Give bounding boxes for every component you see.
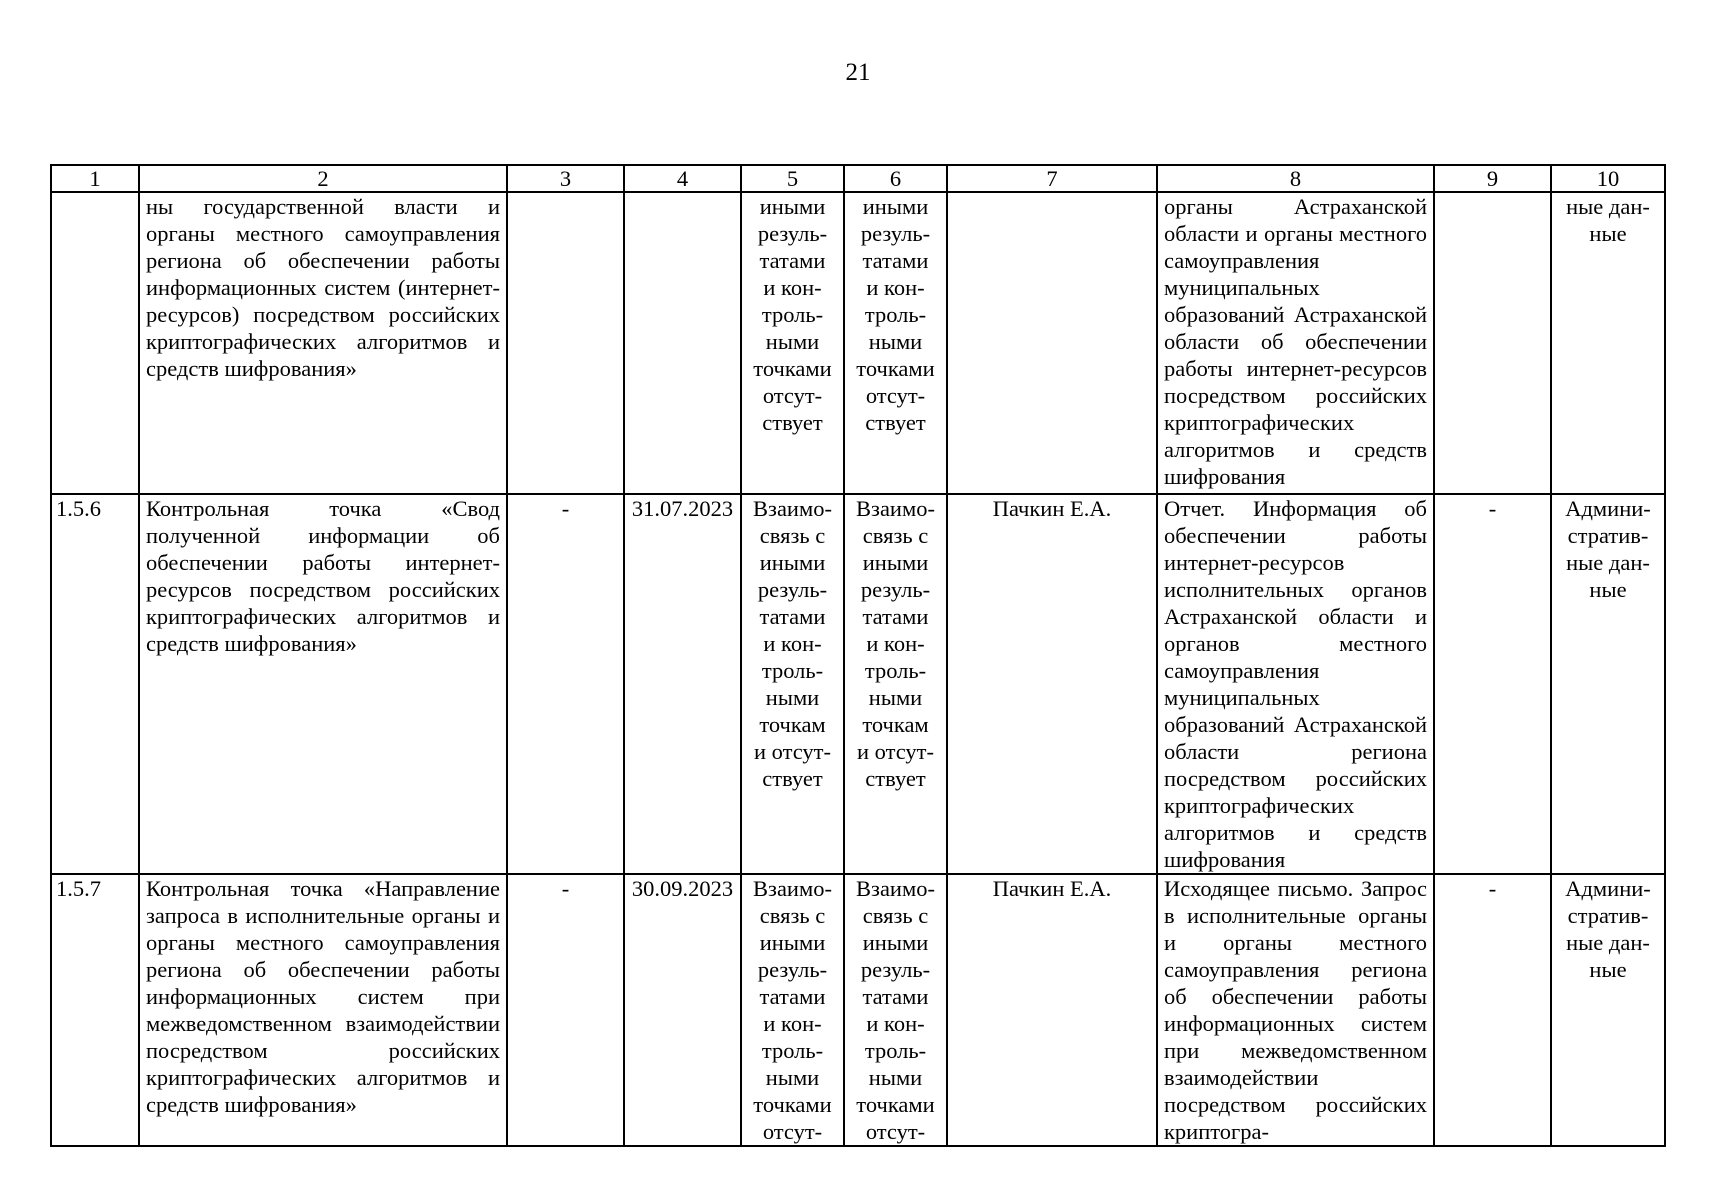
cell-line: ными <box>765 329 820 354</box>
cell-line: ствует <box>865 766 926 791</box>
responsible-cell: Пачкин Е.А. <box>947 874 1157 1146</box>
column-header: 8 <box>1157 165 1434 192</box>
cell-line: связь с <box>862 903 929 928</box>
cell-line: ными <box>765 685 820 710</box>
cell-line: ными <box>868 1065 923 1090</box>
cell-line: Взаимо- <box>856 496 935 521</box>
cell-line: ствует <box>865 410 926 435</box>
cell-line: татами <box>759 984 826 1009</box>
cell-line: резуль- <box>860 577 931 602</box>
cell-line: стратив- <box>1567 523 1649 548</box>
cell-line: резуль- <box>860 957 931 982</box>
relation-cell <box>844 494 947 874</box>
cell-line: ствует <box>762 766 823 791</box>
cell-line: точками <box>856 356 935 381</box>
column-9-cell: - <box>1434 494 1551 874</box>
source-type-cell <box>1551 874 1665 1146</box>
cell-line: ные дан- <box>1566 930 1650 955</box>
cell-line: ными <box>765 1065 820 1090</box>
result-document-cell: Исходящее письмо. Запрос в исполнительные органы и органы местного самоуправления региона об обеспечении работы информационных систем при межведомственном взаимодействии посредством российских криптогра- <box>1157 874 1434 1146</box>
relation-cell <box>844 874 947 1146</box>
cell-line: и кон- <box>763 275 822 300</box>
cell-line: иными <box>759 194 826 219</box>
cell-line: связь с <box>759 523 826 548</box>
cell-line: стратив- <box>1567 903 1649 928</box>
column-9-cell <box>1434 192 1551 494</box>
cell-line: троль- <box>761 302 824 327</box>
column-header: 7 <box>947 165 1157 192</box>
cell-line: резуль- <box>860 221 931 246</box>
column-header: 9 <box>1434 165 1551 192</box>
table-row <box>51 874 1665 1146</box>
cell-line: ные <box>1589 577 1627 602</box>
relation-cell <box>741 192 844 494</box>
cell-line: резуль- <box>757 221 828 246</box>
cell-line: иными <box>759 550 826 575</box>
item-description-cell: ны государственной власти и органы местного самоуправления региона об обеспечении работы информационных систем (интернет-ресурсов) посредством российских криптографических алгоритмов и средств шифрования» <box>139 192 507 494</box>
cell-line: ными <box>868 329 923 354</box>
column-header: 3 <box>507 165 624 192</box>
cell-line: ные <box>1589 957 1627 982</box>
cell-line: татами <box>862 604 929 629</box>
item-description-cell: Контрольная точка «Направление запроса в исполнительные органы и органы местного самоуправления региона об обеспечении работы информационных систем при межведомственном взаимодействии посредством российских криптографических алгоритмов и средств шифрования» <box>139 874 507 1146</box>
cell-line: точкам <box>759 712 826 737</box>
cell-line: троль- <box>864 658 927 683</box>
source-type-cell <box>1551 192 1665 494</box>
cell-line: и отсут- <box>754 739 831 764</box>
cell-line: ные дан- <box>1566 194 1650 219</box>
date-cell: 30.09.2023 <box>624 874 741 1146</box>
cell-line: троль- <box>864 1038 927 1063</box>
item-number-cell: 1.5.6 <box>51 494 139 874</box>
data-table <box>50 164 1666 1147</box>
table-row <box>51 192 1665 494</box>
cell-line: троль- <box>761 658 824 683</box>
column-header: 2 <box>139 165 507 192</box>
cell-line: связь с <box>759 903 826 928</box>
relation-cell <box>741 494 844 874</box>
table-row <box>51 494 1665 874</box>
responsible-cell: Пачкин Е.А. <box>947 494 1157 874</box>
column-header: 4 <box>624 165 741 192</box>
cell-line: ные дан- <box>1566 550 1650 575</box>
page-number: 21 <box>845 59 871 86</box>
item-number-cell <box>51 192 139 494</box>
cell-line: и отсут- <box>857 739 934 764</box>
cell-line: ными <box>868 685 923 710</box>
table-header-row <box>51 165 1665 192</box>
cell-line: иными <box>862 930 929 955</box>
cell-line: отсут- <box>865 383 926 408</box>
cell-line: и кон- <box>866 1011 925 1036</box>
cell-line: резуль- <box>757 577 828 602</box>
cell-line: иными <box>862 194 929 219</box>
cell-line: отсут- <box>762 1119 823 1144</box>
cell-line: татами <box>759 248 826 273</box>
date-cell: 31.07.2023 <box>624 494 741 874</box>
cell-line: иными <box>759 930 826 955</box>
cell-line: Взаимо- <box>856 876 935 901</box>
cell-line: иными <box>862 550 929 575</box>
cell-line: Админи- <box>1565 496 1651 521</box>
cell-line: точками <box>856 1092 935 1117</box>
cell-line: татами <box>759 604 826 629</box>
column-header: 5 <box>741 165 844 192</box>
column-3-cell: - <box>507 494 624 874</box>
cell-line: ствует <box>762 410 823 435</box>
cell-line: и кон- <box>866 275 925 300</box>
item-description-cell: Контрольная точка «Свод полученной информации об обеспечении работы интернет-ресурсов посредством российских криптографических алгоритмов и средств шифрования» <box>139 494 507 874</box>
cell-line: отсут- <box>865 1119 926 1144</box>
cell-line: Взаимо- <box>753 876 832 901</box>
column-header: 6 <box>844 165 947 192</box>
cell-line: резуль- <box>757 957 828 982</box>
cell-line: точкам <box>862 712 929 737</box>
result-document-cell: органы Астраханской области и органы местного самоуправления муниципальных образований Астраханской области об обеспечении работы интернет-ресурсов посредством российских криптографических алгоритмов и средств шифрования <box>1157 192 1434 494</box>
cell-line: и кон- <box>866 631 925 656</box>
cell-line: троль- <box>864 302 927 327</box>
column-3-cell: - <box>507 874 624 1146</box>
item-number-cell: 1.5.7 <box>51 874 139 1146</box>
date-cell <box>624 192 741 494</box>
column-header: 1 <box>51 165 139 192</box>
cell-line: ные <box>1589 221 1627 246</box>
cell-line: связь с <box>862 523 929 548</box>
result-document-cell: Отчет. Информация об обеспечении работы интернет-ресурсов исполнительных органов Астраханской области и органов местного самоуправления муниципальных образований Астраханской области региона посредством российских криптографических алгоритмов и средств шифрования <box>1157 494 1434 874</box>
column-header: 10 <box>1551 165 1665 192</box>
responsible-cell <box>947 192 1157 494</box>
cell-line: и кон- <box>763 631 822 656</box>
column-9-cell: - <box>1434 874 1551 1146</box>
cell-line: точками <box>753 356 832 381</box>
relation-cell <box>741 874 844 1146</box>
source-type-cell <box>1551 494 1665 874</box>
cell-line: отсут- <box>762 383 823 408</box>
relation-cell <box>844 192 947 494</box>
cell-line: Админи- <box>1565 876 1651 901</box>
column-3-cell <box>507 192 624 494</box>
cell-line: татами <box>862 248 929 273</box>
cell-line: Взаимо- <box>753 496 832 521</box>
cell-line: татами <box>862 984 929 1009</box>
cell-line: троль- <box>761 1038 824 1063</box>
cell-line: точками <box>753 1092 832 1117</box>
cell-line: и кон- <box>763 1011 822 1036</box>
